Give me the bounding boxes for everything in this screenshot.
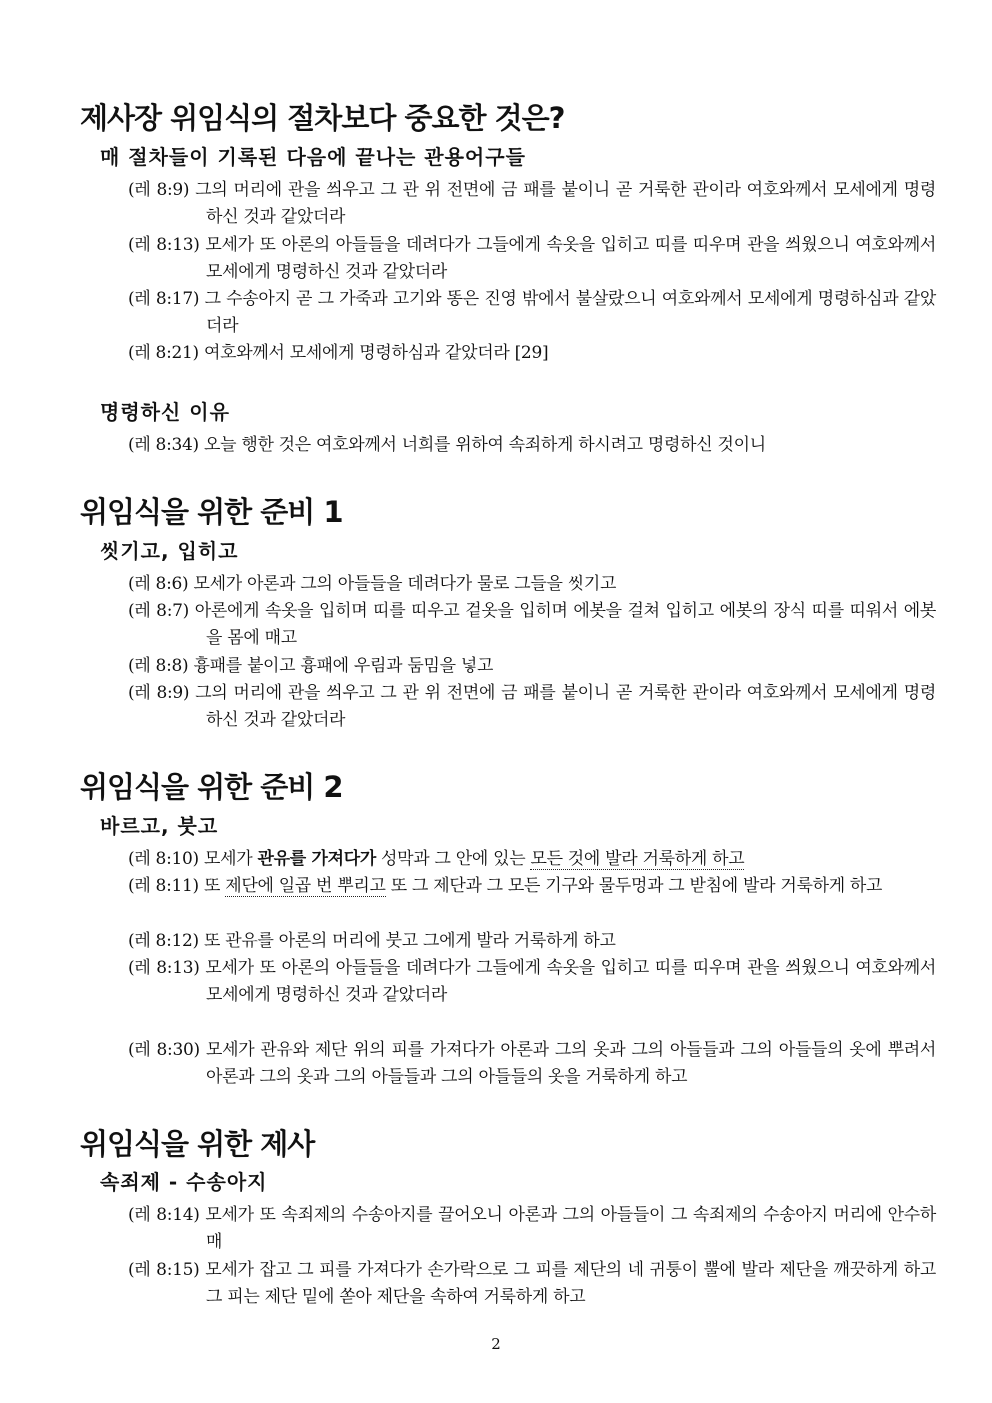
section-title: 위임식을 위한 제사: [80, 1127, 315, 1161]
verse-ref: (레 8:21): [128, 343, 199, 363]
verse-text-post: 또 그 제단과 그 모든 기구와 물두멍과 그 받침에 발라 거룩하게 하고: [385, 876, 883, 896]
verse-ref: (레 8:8): [128, 656, 189, 676]
verse-text: 아론에게 속옷을 입히며 띠를 띠우고 겉옷을 입히며 에봇을 걸쳐 입히고 에봇의 장식 띠를 띠워서 에봇을 몸에 매고: [194, 601, 936, 648]
verse-ref: (레 8:13): [128, 958, 200, 978]
section-title: 제사장 위임식의 절차보다 중요한 것은?: [80, 101, 565, 135]
verse: [128, 571, 936, 598]
verse: [128, 955, 936, 1009]
verse: [128, 177, 936, 231]
verse: [128, 928, 936, 955]
verse: [128, 1257, 936, 1311]
verse-text: 그의 머리에 관을 씌우고 그 관 위 전면에 금 패를 붙이니 곧 거룩한 관이라 여호와께서 모세에게 명령하신 것과 같았더라: [195, 180, 936, 227]
verse: [128, 432, 936, 459]
verse-text: 모세가 또 아론의 아들들을 데려다가 그들에게 속옷을 입히고 띠를 띠우며 관을 씌웠으니 여호와께서 모세에게 명령하신 것과 같았더라: [205, 235, 937, 282]
verse-ref: (레 8:34): [128, 435, 199, 455]
verse-ref: (레 8:15): [128, 1260, 200, 1280]
verse-text: 그 수송아지 곧 그 가죽과 고기와 똥은 진영 밖에서 불살랐으니 여호와께서 모세에게 명령하심과 같았더라: [204, 289, 936, 336]
verse-text-mid: 성막과 그 안에 있는: [375, 849, 531, 869]
verse-ref: (레 8:7): [128, 601, 189, 621]
verse-text: 오늘 행한 것은 여호와께서 너희를 위하여 속죄하게 하시려고 명령하신 것이니: [203, 435, 766, 455]
verse: [128, 1202, 936, 1256]
verse-text-pre: 또: [203, 876, 226, 896]
section-title: 위임식을 위한 준비 2: [80, 770, 343, 804]
verse-text-emphasis: 제단에 일곱 번 뿌리고: [225, 876, 386, 896]
verse-text: 여호와께서 모세에게 명령하심과 같았더라 [29]: [203, 343, 549, 363]
verse-text-emphasis: 모든 것에 발라 거룩하게 하고: [530, 849, 745, 869]
verse-text: 그의 머리에 관을 씌우고 그 관 위 전면에 금 패를 붙이니 곧 거룩한 관이라 여호와께서 모세에게 명령하신 것과 같았더라: [195, 683, 936, 730]
verse: [128, 286, 936, 340]
verse-ref: (레 8:14): [128, 1205, 200, 1225]
verse: [128, 1037, 936, 1091]
verse-text: 또 관유를 아론의 머리에 붓고 그에게 발라 거룩하게 하고: [203, 931, 616, 951]
verse-text: 모세가 잡고 그 피를 가져다가 손가락으로 그 피를 제단의 네 귀퉁이 뿔에 발라 제단을 깨끗하게 하고 그 피는 제단 밑에 쏟아 제단을 속하여 거룩하게 하고: [205, 1260, 937, 1307]
verse-text-pre: 모세가: [203, 849, 258, 869]
verse-ref: (레 8:11): [128, 876, 199, 896]
subsection-title: 매 절차들이 기록된 다음에 끝나는 관용어구들: [100, 145, 526, 169]
verse-ref: (레 8:17): [128, 289, 200, 309]
verse: [128, 653, 936, 680]
page-number: 2: [491, 1335, 501, 1353]
verse-text: 모세가 또 아론의 아들들을 데려다가 그들에게 속옷을 입히고 띠를 띠우며 관을 씌웠으니 여호와께서 모세에게 명령하신 것과 같았더라: [205, 958, 937, 1005]
verse-ref: (레 8:6): [128, 574, 189, 594]
verse-ref: (레 8:13): [128, 235, 200, 255]
verse-ref: (레 8:9): [128, 683, 190, 703]
section-title: 위임식을 위한 준비 1: [80, 495, 343, 529]
verse-text: 모세가 관유와 제단 위의 피를 가져다가 아론과 그의 옷과 그의 아들들과 그의 아들들의 옷에 뿌려서 아론과 그의 옷과 그의 아들들과 그의 아들들의 옷을 거룩하게 하고: [205, 1040, 936, 1087]
subsection-title: 속죄제 - 수송아지: [100, 1170, 268, 1194]
verse: [128, 846, 936, 873]
verse-text: 흉패를 붙이고 흉패에 우림과 둠밈을 넣고: [193, 656, 494, 676]
verse-text: 모세가 아론과 그의 아들들을 데려다가 물로 그들을 씻기고: [193, 574, 617, 594]
verse-ref: (레 8:9): [128, 180, 190, 200]
verse-ref: (레 8:10): [128, 849, 199, 869]
verse: [128, 232, 936, 286]
subsection-title: 바르고, 붓고: [100, 814, 219, 838]
verse-text: 모세가 또 속죄제의 수송아지를 끌어오니 아론과 그의 아들들이 그 속죄제의 수송아지 머리에 안수하매: [205, 1205, 937, 1252]
verse-ref: (레 8:30): [128, 1040, 200, 1060]
subsection-title: 씻기고, 입히고: [100, 539, 239, 563]
verse: [128, 340, 936, 367]
subsection-title: 명령하신 이유: [100, 400, 230, 424]
verse-ref: (레 8:12): [128, 931, 199, 951]
verse: [128, 873, 936, 900]
verse: [128, 598, 936, 652]
verse: [128, 680, 936, 734]
verse-text-bold: 관유를 가져다가: [257, 849, 376, 869]
